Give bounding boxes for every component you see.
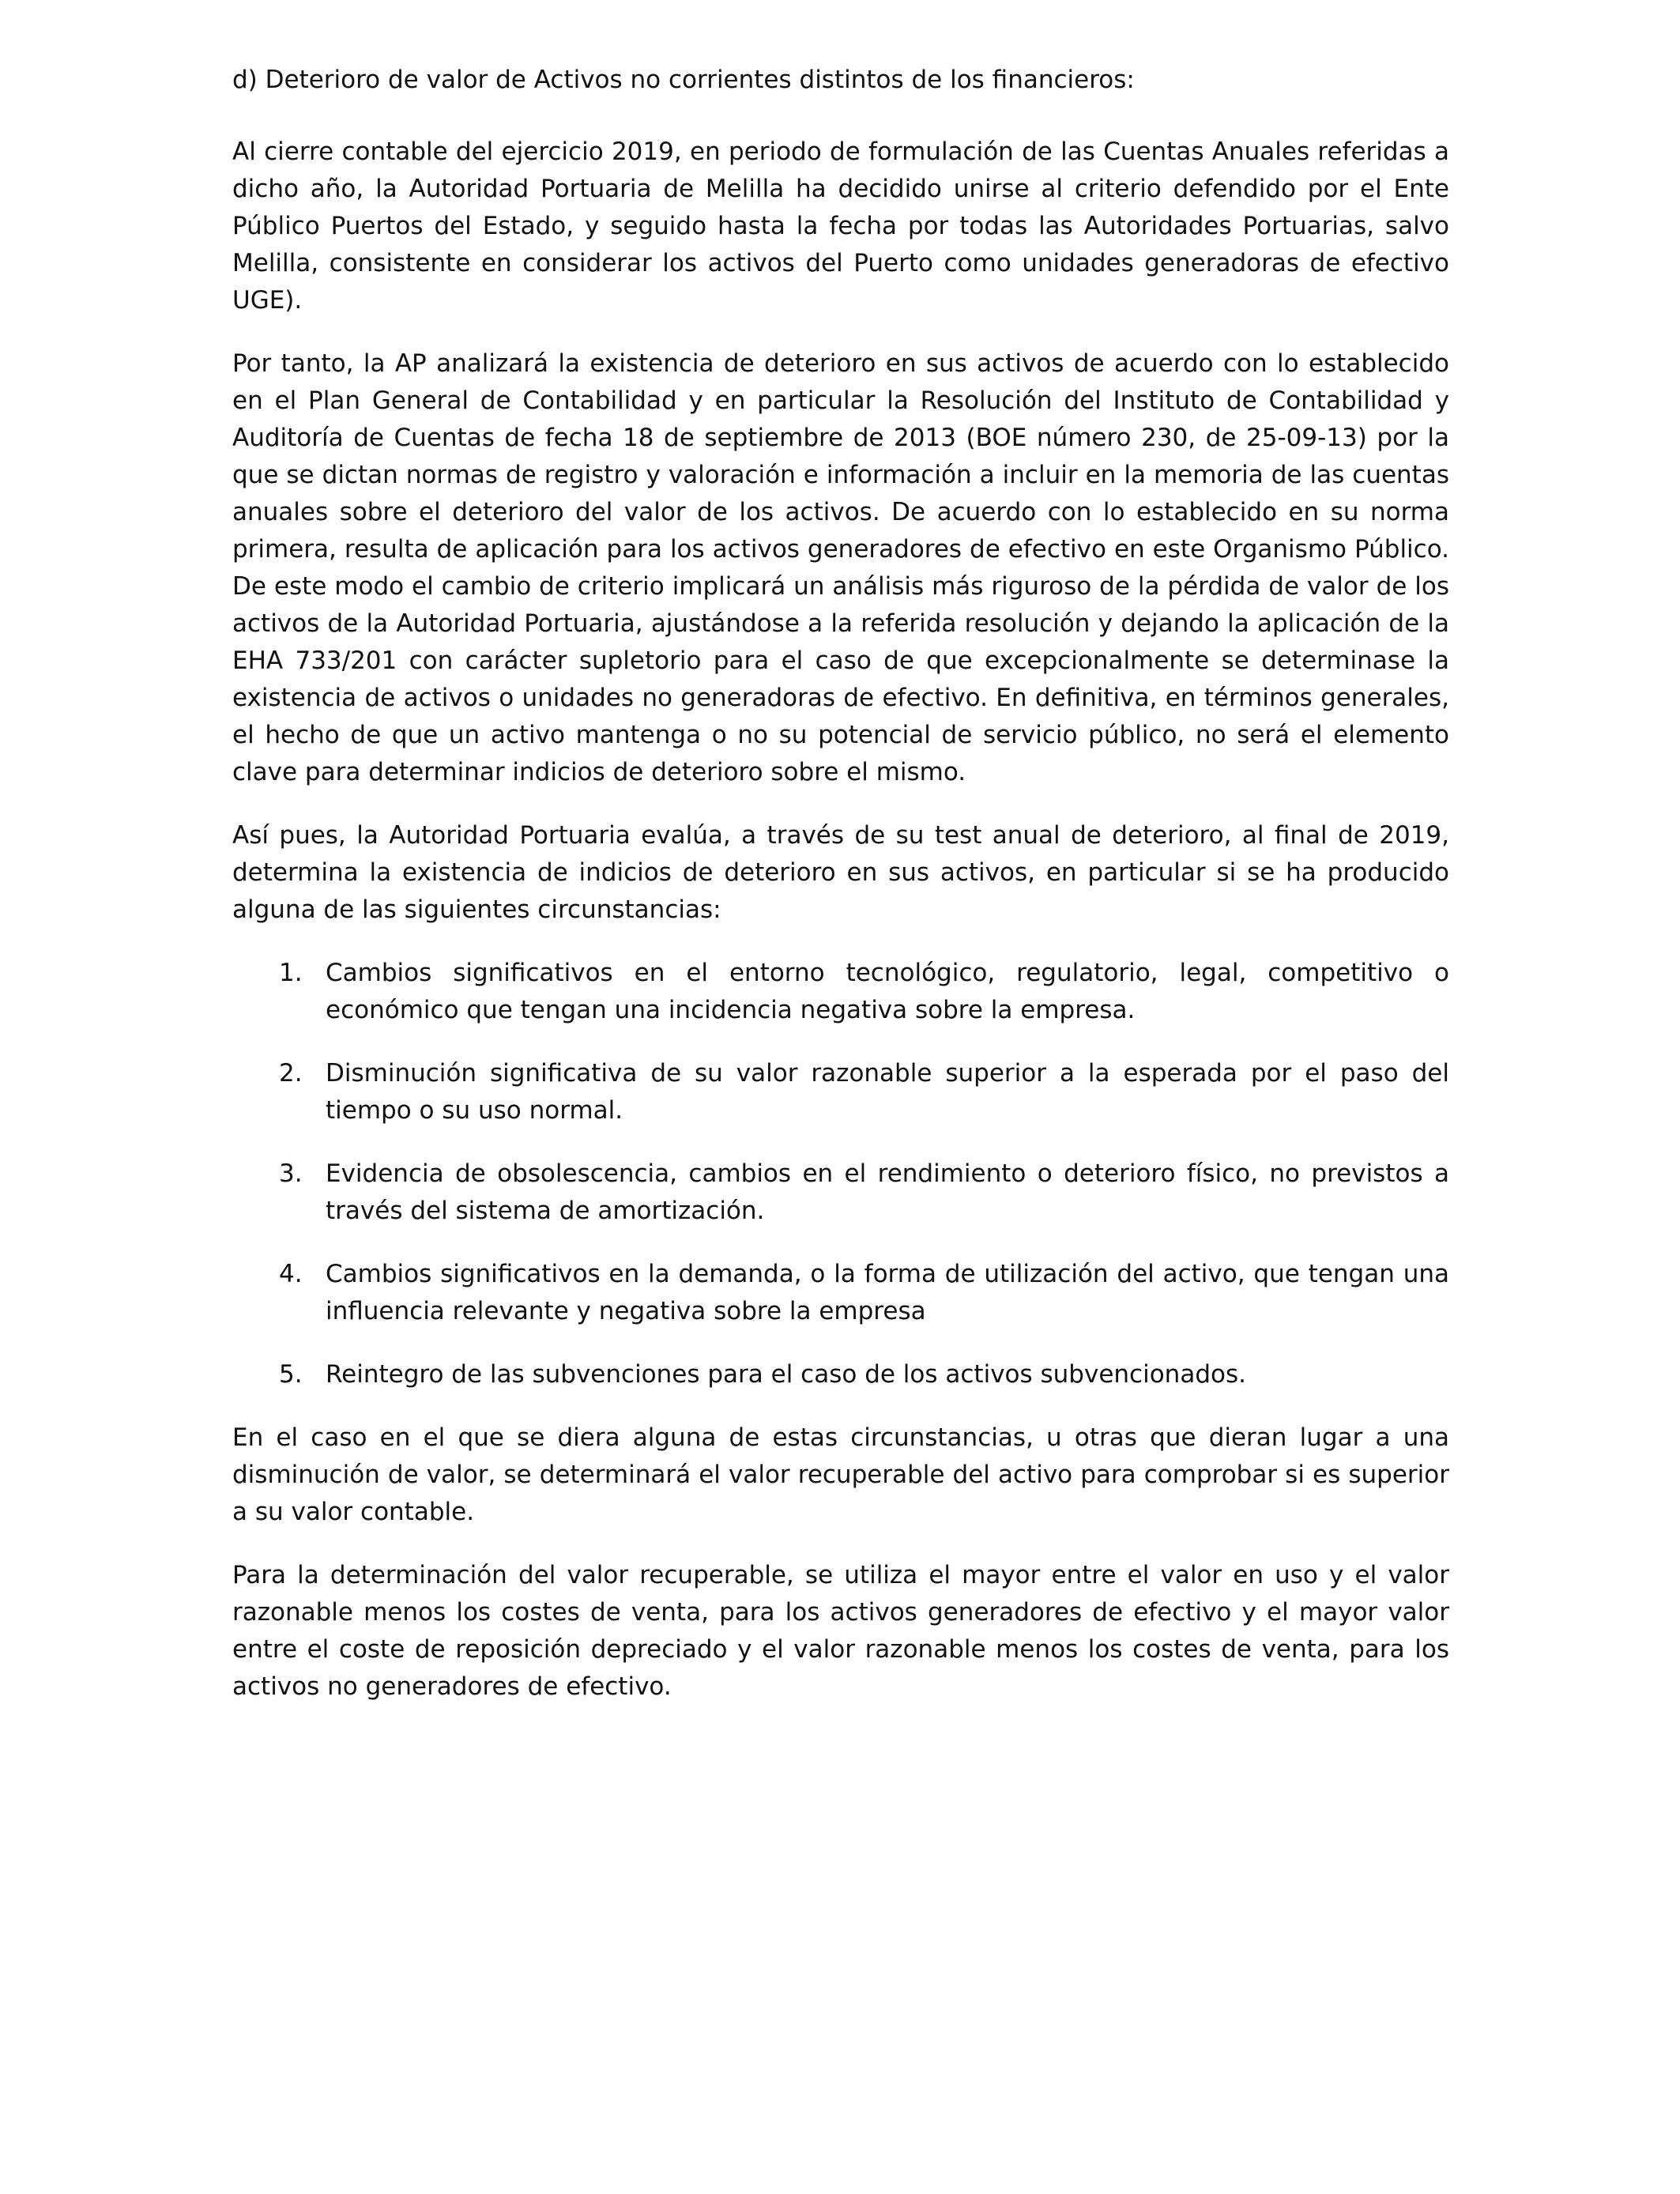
list-item-text: Cambios significativos en la demanda, o la forma de utilización del activo, que tengan una influencia relevante y negativa sobre la empresa [326, 1260, 1449, 1325]
list-item-number: 3. [279, 1159, 303, 1188]
circumstances-list [232, 955, 1449, 1393]
document-page [232, 62, 1449, 1732]
section-heading: d) Deterioro de valor de Activos no corrientes distintos de los financieros: [232, 66, 1135, 94]
list-item-number: 5. [279, 1360, 303, 1389]
paragraph-test-anual: Así pues, la Autoridad Portuaria evalúa, a través de su test anual de deterioro, al final de 2019, determina la existencia de indicios de deterioro en sus activos, en particular si se ha producido alguna de las siguientes circunstancias: [232, 821, 1449, 924]
list-item [232, 955, 1449, 1029]
list-item-text: Reintegro de las subvenciones para el caso de los activos subvencionados. [326, 1360, 1246, 1389]
list-item [232, 1256, 1449, 1330]
paragraph-criterio-uge: Al cierre contable del ejercicio 2019, en periodo de formulación de las Cuentas Anuales referidas a dicho año, la Autoridad Portuaria de Melilla ha decidido unirse al criterio defendido por el Ente Público Puertos del Estado, y seguido hasta la fecha por todas las Autoridades Portuarias, salvo Melilla, consistente en considerar los activos del Puerto como unidades generadoras de efectivo UGE). [232, 138, 1449, 315]
paragraph-valor-recuperable: En el caso en el que se diera alguna de estas circunstancias, u otras que dieran lugar a una disminución de valor, se determinará el valor recuperable del activo para comprobar si es superior a su valor contable. [232, 1423, 1449, 1526]
list-item-number: 4. [279, 1260, 303, 1288]
paragraph-analisis-deterioro: Por tanto, la AP analizará la existencia de deterioro en sus activos de acuerdo con lo establecido en el Plan General de Contabilidad y en particular la Resolución del Instituto de Contabilidad y Auditoría de Cuentas de fecha 18 de septiembre de 2013 (BOE número 230, de 25-09-13) por la que se dictan normas de registro y valoración e información a incluir en la memoria de las cuentas anuales sobre el deterioro del valor de los activos. De acuerdo con lo establecido en su norma primera, resulta de aplicación para los activos generadores de efectivo en este Organismo Público. De este modo el cambio de criterio implicará un análisis más riguroso de la pérdida de valor de los activos de la Autoridad Portuaria, ajustándose a la referida resolución y dejando la aplicación de la EHA 733/201 con carácter supletorio para el caso de que excepcionalmente se determinase la existencia de activos o unidades no generadoras de efectivo. En definitiva, en términos generales, el hecho de que un activo mantenga o no su potencial de servicio público, no será el elemento clave para determinar indicios de deterioro sobre el mismo. [232, 349, 1449, 786]
list-item [232, 1155, 1449, 1230]
list-item-text: Disminución significativa de su valor razonable superior a la esperada por el paso del tiempo o su uso normal. [326, 1059, 1449, 1125]
paragraph-determinacion-valor: Para la determinación del valor recuperable, se utiliza el mayor entre el valor en uso y el valor razonable menos los costes de venta, para los activos generadores de efectivo y el mayor valor entre el coste de reposición depreciado y el valor razonable menos los costes de venta, para los activos no generadores de efectivo. [232, 1561, 1449, 1701]
list-item-number: 1. [279, 959, 303, 987]
list-item [232, 1356, 1449, 1393]
list-item [232, 1055, 1449, 1129]
list-item-text: Evidencia de obsolescencia, cambios en el rendimiento o deterioro físico, no previstos a través del sistema de amortización. [326, 1159, 1449, 1225]
list-item-number: 2. [279, 1059, 303, 1088]
list-item-text: Cambios significativos en el entorno tecnológico, regulatorio, legal, competitivo o económico que tengan una incidencia negativa sobre la empresa. [326, 959, 1449, 1024]
